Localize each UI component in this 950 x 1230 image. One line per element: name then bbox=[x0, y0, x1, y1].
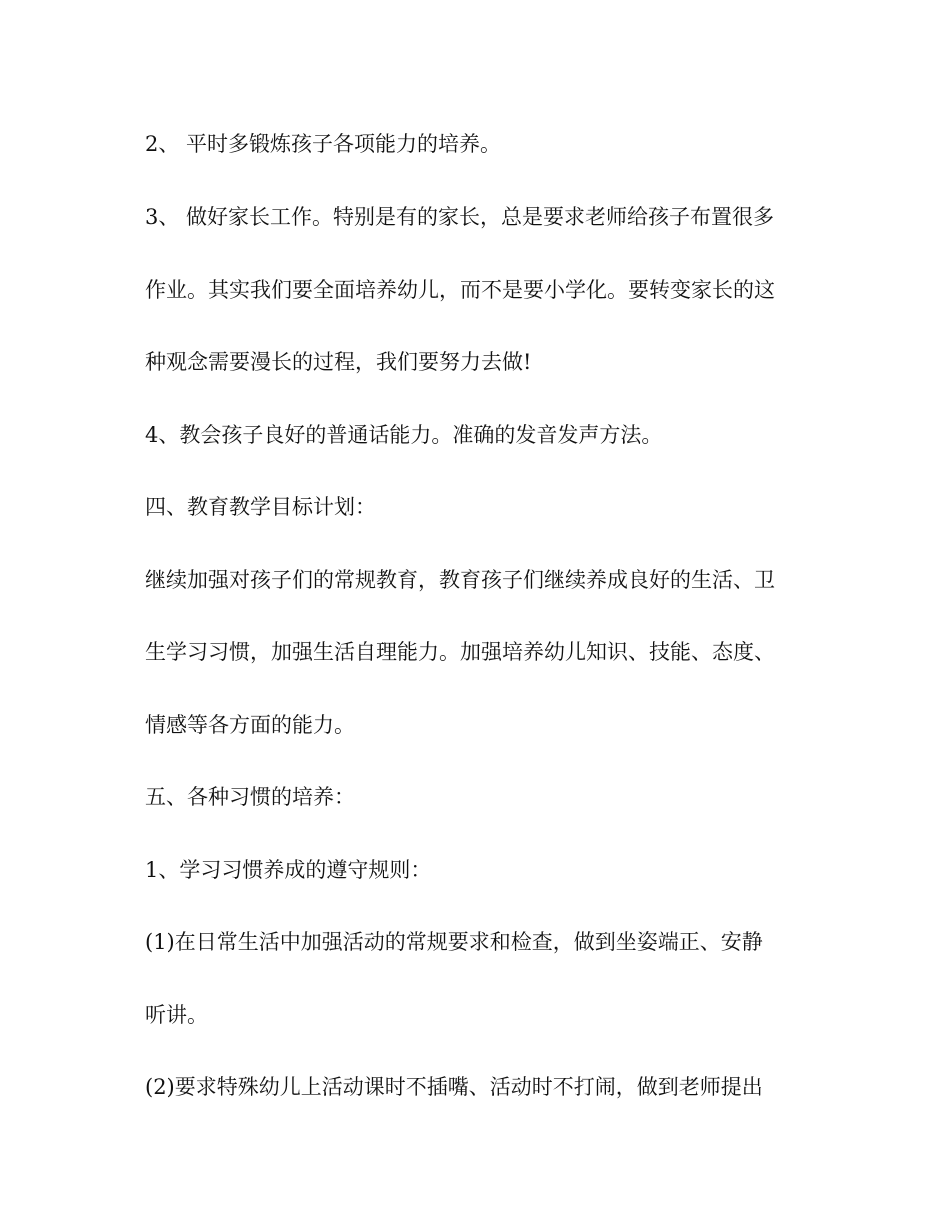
list-item-2: 2、 平时多锻炼孩子各项能力的培养。 bbox=[145, 132, 502, 156]
list-item-3-line-1: 3、 做好家长工作。特别是有的家长，总是要求老师给孩子布置很多 bbox=[145, 205, 775, 229]
paragraph-line-2: 生学习习惯，加强生活自理能力。加强培养幼儿知识、技能、态度、 bbox=[145, 640, 775, 664]
list-item-3-line-3: 种观念需要漫长的过程，我们要努力去做! bbox=[145, 350, 532, 374]
list-item-4: 4、教会孩子良好的普通话能力。准确的发音发声方法。 bbox=[145, 423, 663, 447]
section-heading-4: 四、教育教学目标计划： bbox=[145, 495, 376, 519]
rule-2-line-1: (2)要求特殊幼儿上活动课时不插嘴、活动时不打闹，做到老师提出 bbox=[145, 1075, 763, 1099]
rule-1-line-1: (1)在日常生活中加强活动的常规要求和检查，做到坐姿端正、安静 bbox=[145, 930, 763, 954]
paragraph-line-1: 继续加强对孩子们的常规教育，教育孩子们继续养成良好的生活、卫 bbox=[145, 568, 775, 592]
rule-1-line-2: 听讲。 bbox=[145, 1003, 208, 1027]
list-item-3-line-2: 作业。其实我们要全面培养幼儿，而不是要小学化。要转变家长的这 bbox=[145, 278, 775, 302]
paragraph-line-3: 情感等各方面的能力。 bbox=[145, 713, 355, 737]
section-heading-5: 五、各种习惯的培养： bbox=[145, 785, 355, 809]
subheading-1: 1、学习习惯养成的遵守规则： bbox=[145, 858, 432, 882]
